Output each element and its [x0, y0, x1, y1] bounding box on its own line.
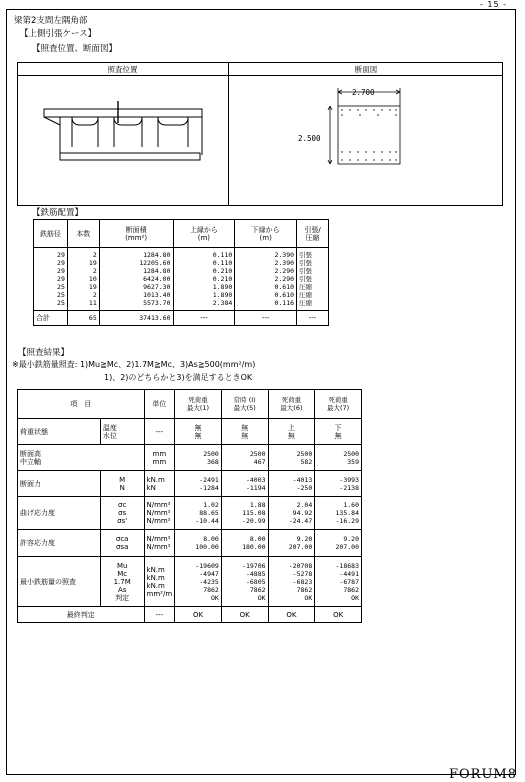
- table-cell: 6424.00: [143, 275, 171, 283]
- load-state-row: [18, 419, 362, 445]
- table-cell: 0.610: [274, 291, 295, 299]
- table-cell: Mu Mc 1.7M As 判定: [100, 557, 144, 607]
- rebar-col-diameter: [34, 248, 68, 311]
- page-title: 梁第2支間左隅角部: [14, 16, 88, 26]
- rebar-header-count: 本数: [67, 220, 99, 248]
- bending-stress-row: [18, 497, 362, 530]
- table-cell: σc σs σs': [100, 497, 144, 530]
- table-cell: -19706 -4885 -6805 7862 OK: [221, 557, 268, 607]
- table-cell: 2.384: [212, 299, 233, 307]
- table-cell: 2.290: [274, 275, 295, 283]
- rebar-col-from-bottom: [235, 248, 297, 311]
- section-width-label: 2.700: [352, 88, 375, 97]
- section-height-row: [18, 445, 362, 471]
- table-cell: ---: [173, 311, 235, 326]
- table-cell: 無 無: [175, 419, 222, 445]
- table-cell: 9627.30: [143, 283, 171, 291]
- min-rebar-note: ※最小鉄筋量照査: 1)Mu≧Mc、2)1.7M≧Mc、3)As≧500(mm²/m): [12, 360, 256, 369]
- table-cell: 0.110: [212, 259, 233, 267]
- table-cell: 0.116: [274, 299, 295, 307]
- rebar-col-area: [99, 248, 173, 311]
- diagram-divider: [228, 62, 229, 206]
- results-header-case-2: 常時 (I) 最大(5): [221, 390, 268, 419]
- table-cell: 引張: [299, 259, 313, 267]
- table-cell: 0.210: [212, 267, 233, 275]
- table-cell: 12205.60: [139, 259, 171, 267]
- table-cell: 9.20 207.00: [268, 530, 315, 557]
- table-cell: M N: [100, 471, 144, 497]
- table-cell: 25: [57, 283, 65, 291]
- rebar-header-from-bottom: 下縁から (m): [235, 220, 297, 248]
- table-cell: 1284.80: [143, 251, 171, 259]
- rebar-header-tension: 引張/ 圧縮: [297, 220, 329, 248]
- frame-structure-drawing: [30, 95, 220, 180]
- table-cell: 37413.60: [99, 311, 173, 326]
- table-cell: 1.60 135.84 -16.29: [315, 497, 362, 530]
- table-cell: -19609 -4947 -4235 7862 OK: [175, 557, 222, 607]
- table-cell: ---: [235, 311, 297, 326]
- table-cell: N/mm² N/mm²: [144, 530, 175, 557]
- table-cell: 曲げ応力度: [18, 497, 101, 530]
- result-heading: 【照査結果】: [18, 348, 70, 358]
- rebar-body: [34, 248, 329, 311]
- results-header-item: 項 目: [18, 390, 145, 419]
- table-cell: 25: [57, 291, 65, 299]
- table-cell: 9.20 207.00: [315, 530, 362, 557]
- table-cell: 2500 582: [268, 445, 315, 471]
- table-cell: mm mm: [144, 445, 175, 471]
- table-cell: 圧縮: [299, 291, 313, 299]
- table-cell: 29: [57, 259, 65, 267]
- table-cell: 引張: [299, 251, 313, 259]
- table-cell: 1284.80: [143, 267, 171, 275]
- table-cell: 8.00 180.00: [221, 530, 268, 557]
- table-cell: kN.m kN.m kN.m mm²/m: [144, 557, 175, 607]
- table-cell: 荷重状態: [18, 419, 101, 445]
- rebar-total-row: [34, 311, 329, 326]
- table-cell: -4003 -1194: [221, 471, 268, 497]
- table-cell: 断面力: [18, 471, 101, 497]
- table-cell: OK: [221, 607, 268, 623]
- table-cell: 0.110: [212, 251, 233, 259]
- table-cell: 65: [67, 311, 99, 326]
- table-cell: ---: [297, 311, 329, 326]
- page-number: - 15 -: [479, 0, 507, 9]
- table-cell: 19: [88, 259, 97, 267]
- table-cell: ---: [144, 419, 175, 445]
- rebar-table: [33, 219, 329, 326]
- table-cell: 2: [92, 251, 97, 259]
- section-force-row: [18, 471, 362, 497]
- table-cell: OK: [315, 607, 362, 623]
- table-cell: N/mm² N/mm² N/mm²: [144, 497, 175, 530]
- table-cell: kN.m kN: [144, 471, 175, 497]
- rebar-col-count: [67, 248, 99, 311]
- table-cell: 8.00 100.00: [175, 530, 222, 557]
- results-header-case-4: 死荷重 最大(7): [315, 390, 362, 419]
- rebar-header-area: 断面積 (mm²): [99, 220, 173, 248]
- min-rebar-row: [18, 557, 362, 607]
- table-cell: 2: [92, 267, 97, 275]
- table-cell: 2.390: [274, 251, 295, 259]
- final-judgement-row: [18, 607, 362, 623]
- allowable-stress-row: [18, 530, 362, 557]
- table-cell: OK: [268, 607, 315, 623]
- min-rebar-note-2: 1)、2)のどちらかと3)を満足するときOK: [104, 373, 253, 382]
- table-cell: -4013 -250: [268, 471, 315, 497]
- table-cell: 温度 水位: [100, 419, 144, 445]
- table-cell: 1.02 88.65 -10.44: [175, 497, 222, 530]
- table-cell: ---: [144, 607, 175, 623]
- table-cell: 1013.40: [143, 291, 171, 299]
- table-cell: 11: [88, 299, 97, 307]
- table-cell: 無 無: [221, 419, 268, 445]
- table-cell: 下 無: [315, 419, 362, 445]
- table-cell: 19: [88, 283, 97, 291]
- table-cell: 最終判定: [18, 607, 145, 623]
- table-cell: σca σsa: [100, 530, 144, 557]
- forum8-watermark: FORUM8: [448, 767, 517, 782]
- table-cell: 29: [57, 275, 65, 283]
- results-header-case-1: 死荷重 最大(1): [175, 390, 222, 419]
- table-cell: 0.210: [212, 275, 233, 283]
- table-cell: 2.390: [274, 259, 295, 267]
- table-cell: 0.610: [274, 283, 295, 291]
- table-cell: 圧縮: [299, 283, 313, 291]
- rebar-col-tension: [297, 248, 329, 311]
- table-cell: 圧縮: [299, 299, 313, 307]
- rebar-header-diameter: 鉄筋径: [34, 220, 68, 248]
- table-cell: 2500 467: [221, 445, 268, 471]
- rebar-header-from-top: 上縁から (m): [173, 220, 235, 248]
- table-cell: 2500 368: [175, 445, 222, 471]
- table-cell: OK: [175, 607, 222, 623]
- table-cell: 断面高 中立軸: [18, 445, 145, 471]
- table-cell: 最小鉄筋量の照査: [18, 557, 101, 607]
- table-cell: 2.04 94.92 -24.47: [268, 497, 315, 530]
- results-table: [17, 389, 362, 623]
- table-cell: 2.290: [274, 267, 295, 275]
- table-cell: 29: [57, 251, 65, 259]
- table-cell: -2491 -1284: [175, 471, 222, 497]
- table-cell: -20708 -5278 -6823 7862 OK: [268, 557, 315, 607]
- table-cell: 10: [88, 275, 97, 283]
- rebar-heading: 【鉄筋配置】: [32, 208, 84, 218]
- table-cell: 2: [92, 291, 97, 299]
- table-cell: 2500 359: [315, 445, 362, 471]
- table-cell: 1.890: [212, 291, 233, 299]
- table-cell: 上 無: [268, 419, 315, 445]
- table-cell: 25: [57, 299, 65, 307]
- case-label: 【上側引張ケース】: [20, 29, 97, 39]
- table-cell: 許容応力度: [18, 530, 101, 557]
- table-cell: 29: [57, 267, 65, 275]
- table-cell: -18683 -4491 -6787 7862 OK: [315, 557, 362, 607]
- table-cell: 1.88 115.08 -20.99: [221, 497, 268, 530]
- table-cell: -3993 -2138: [315, 471, 362, 497]
- results-header-case-3: 死荷重 最大(6): [268, 390, 315, 419]
- table-cell: 1.890: [212, 283, 233, 291]
- section-heading: 【照査位置、断面図】: [32, 44, 118, 54]
- table-cell: 合計: [34, 311, 68, 326]
- diagram-header-section: 断面図: [354, 65, 378, 74]
- table-cell: 引張: [299, 267, 313, 275]
- section-height-label: 2.500: [298, 134, 321, 143]
- table-cell: 5573.70: [143, 299, 171, 307]
- results-header-unit: 単位: [144, 390, 175, 419]
- diagram-header-location: 照査位置: [107, 65, 138, 74]
- rebar-col-from-top: [173, 248, 235, 311]
- table-cell: 引張: [299, 275, 313, 283]
